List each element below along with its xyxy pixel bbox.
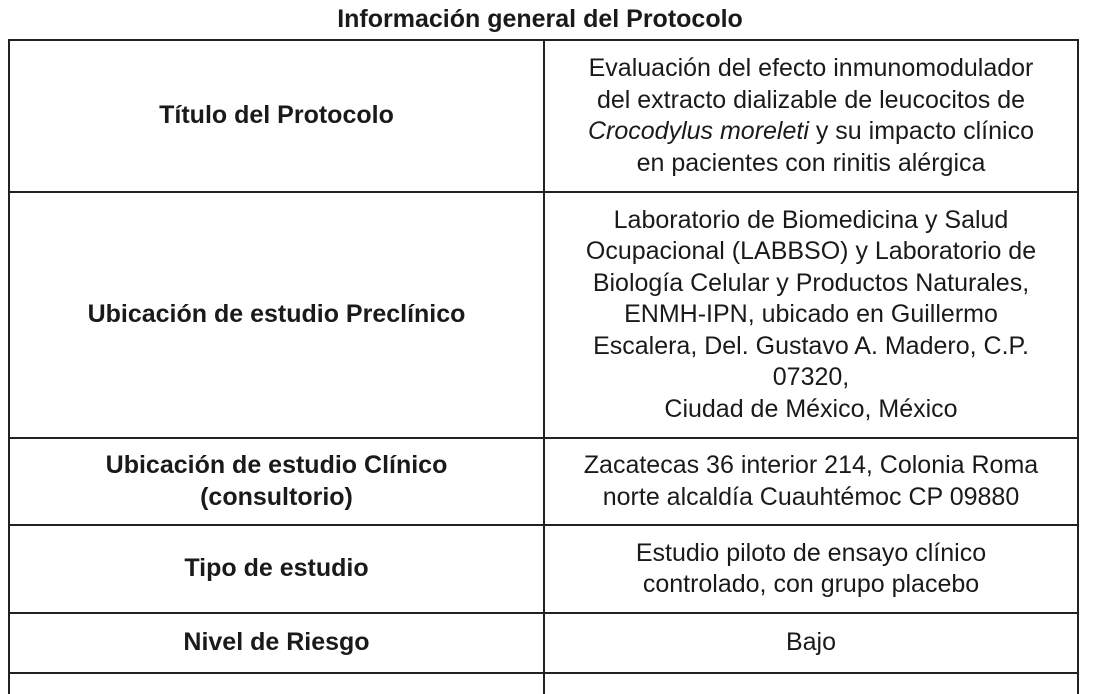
preclinico-line-5: Escalera, Del. Gustavo A. Madero, C.P.: [593, 331, 1029, 360]
clinico-line-2: norte alcaldía Cuauhtémoc CP 09880: [602, 482, 1020, 511]
row-value-partial: [544, 673, 1078, 694]
row-value-preclinico: [544, 192, 1078, 438]
clinico-label-line-2: (consultorio): [200, 482, 353, 511]
row-value-tipo: [544, 525, 1078, 613]
titulo-line-4: en pacientes con rinitis alérgica: [636, 148, 986, 177]
preclinico-line-1: Laboratorio de Biomedicina y Salud: [613, 205, 1009, 234]
tipo-line-1: Estudio piloto de ensayo clínico: [635, 538, 987, 567]
document-title: Información general del Protocolo: [337, 5, 743, 33]
table-row-clinico: [9, 438, 1078, 525]
titulo-line-3-rest: y su impacto clínico: [808, 117, 1034, 145]
row-value-titulo: [544, 40, 1078, 192]
row-label-preclinico: Ubicación de estudio Preclínico: [9, 192, 544, 438]
table-row-preclinico: [9, 192, 1078, 438]
species-name: Crocodylus moreleti: [587, 117, 809, 145]
preclinico-line-2: Ocupacional (LABBSO) y Laboratorio de: [585, 237, 1037, 266]
titulo-line-3: [551, 116, 1071, 148]
clinico-label-line-1: Ubicación de estudio Clínico: [105, 451, 448, 479]
titulo-line-2: del extracto dializable de leucocitos de: [596, 85, 1026, 114]
row-label-clinico: [9, 438, 544, 525]
table-row-titulo: [9, 40, 1078, 192]
row-label-riesgo: Nivel de Riesgo: [9, 613, 544, 673]
clinico-line-1: Zacatecas 36 interior 214, Colonia Roma: [583, 451, 1039, 479]
titulo-line-1: Evaluación del efecto inmunomodulador: [588, 54, 1034, 82]
preclinico-line-3: Biología Celular y Productos Naturales,: [592, 268, 1030, 297]
preclinico-line-4: ENMH-IPN, ubicado en Guillermo: [624, 300, 998, 329]
protocol-info-table: [8, 39, 1079, 694]
row-label-titulo: Título del Protocolo: [9, 40, 544, 192]
table-row-partial: [9, 673, 1078, 694]
preclinico-line-7: Ciudad de México, México: [664, 394, 958, 423]
row-value-clinico: [544, 438, 1078, 525]
row-label-tipo: Tipo de estudio: [9, 525, 544, 613]
preclinico-line-6: 07320,: [772, 363, 850, 392]
row-value-riesgo: Bajo: [544, 613, 1078, 673]
row-label-partial: [9, 673, 544, 694]
table-row-tipo: [9, 525, 1078, 613]
tipo-line-2: controlado, con grupo placebo: [642, 570, 980, 598]
table-row-riesgo: [9, 613, 1078, 673]
